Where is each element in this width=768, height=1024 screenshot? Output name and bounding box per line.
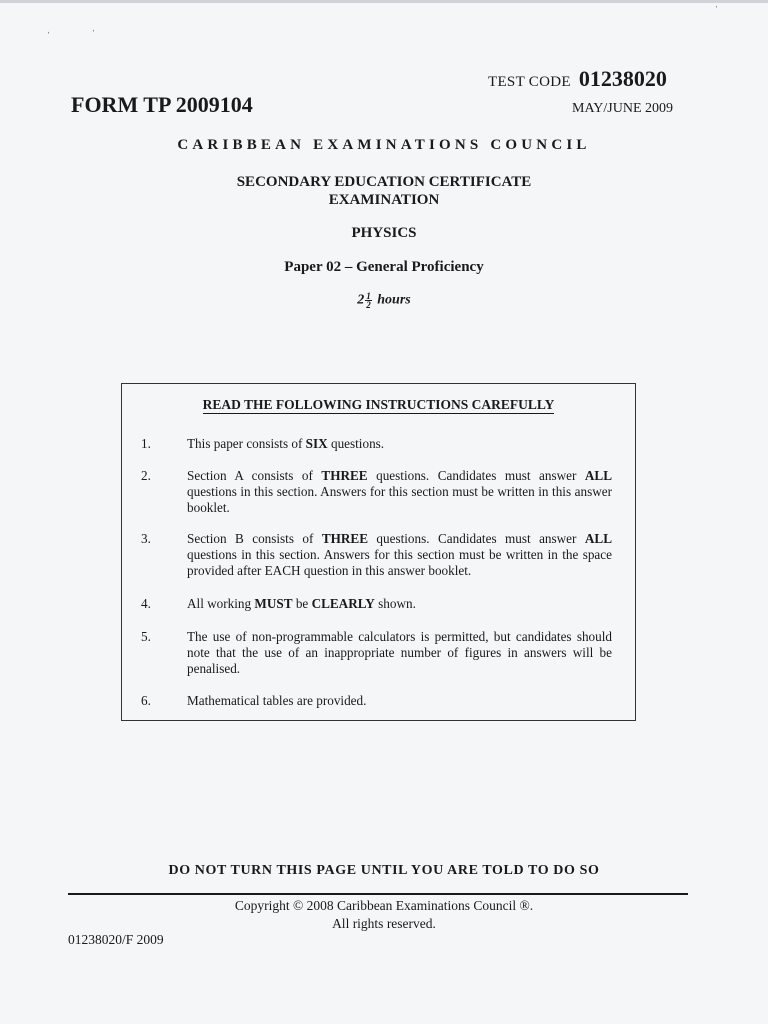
test-code <box>488 66 667 92</box>
form-number: FORM TP 2009104 <box>71 92 253 117</box>
instruction-number: 2. <box>141 468 151 483</box>
instruction-number: 3. <box>141 531 151 546</box>
footer-rule <box>68 893 688 895</box>
test-code-value: 01238020 <box>578 66 667 91</box>
rights-line: All rights reserved. <box>332 916 436 931</box>
instruction-text: All working MUST be CLEARLY shown. <box>187 596 416 611</box>
duration-unit: hours <box>377 292 411 308</box>
scan-speck: ˈ <box>715 5 719 16</box>
certificate-title <box>0 173 768 209</box>
instruction-text: Section B consists of THREE questions. Candidates must answer ALL questions in this section. Answers for this section must be written in the space provided after EACH question in this answer booklet. <box>187 531 612 578</box>
certificate-line-1: SECONDARY EDUCATION CERTIFICATE <box>236 174 532 190</box>
instruction-emphasis: SIX <box>305 436 328 451</box>
instruction-text: This paper consists of SIX questions. <box>187 436 385 451</box>
instruction-number: 5. <box>141 629 151 644</box>
scan-speck: ˈ <box>92 29 96 40</box>
footer-paper-code: 01238020/F 2009 <box>68 932 164 947</box>
exam-session: MAY/JUNE 2009 <box>572 101 673 116</box>
instruction-text: Mathematical tables are provided. <box>187 693 367 708</box>
page-top-edge <box>0 0 768 3</box>
duration-whole: 2 <box>357 292 365 308</box>
instruction-emphasis: ALL <box>584 531 612 546</box>
instruction-emphasis: MUST <box>254 596 293 611</box>
copyright-line: Copyright © 2008 Caribbean Examinations Council ®. <box>234 898 534 913</box>
instruction-number: 4. <box>141 596 151 611</box>
instruction-emphasis: THREE <box>321 531 368 546</box>
duration-numerator: 1 <box>366 291 371 301</box>
duration <box>0 292 768 309</box>
instruction-emphasis: THREE <box>321 468 368 483</box>
council-name: CARIBBEAN EXAMINATIONS COUNCIL <box>177 137 591 153</box>
instruction-text: Section A consists of THREE questions. Candidates must answer ALL questions in this section. Answers for this section must be written in this answer booklet. <box>187 468 612 515</box>
certificate-line-2: EXAMINATION <box>328 192 440 208</box>
test-code-label: TEST CODE <box>488 74 571 90</box>
instruction-emphasis: ALL <box>584 468 612 483</box>
copyright <box>0 897 768 933</box>
do-not-turn-warning: DO NOT TURN THIS PAGE UNTIL YOU ARE TOLD TO DO SO <box>168 863 600 878</box>
subject-title: PHYSICS <box>351 225 417 241</box>
scan-speck: ˈ <box>47 31 51 42</box>
instruction-text: The use of non-programmable calculators is permitted, but candidates should note that the use of an inappropriate number of figures in answers will be penalised. <box>187 629 612 676</box>
instructions-box <box>121 383 636 721</box>
instructions-heading-text: READ THE FOLLOWING INSTRUCTIONS CAREFULLY <box>202 397 555 412</box>
paper-title: Paper 02 – General Proficiency <box>284 259 484 275</box>
duration-fraction <box>365 292 372 309</box>
instructions-heading <box>122 397 635 413</box>
instruction-emphasis: CLEARLY <box>311 596 375 611</box>
duration-denominator: 2 <box>366 300 371 310</box>
instruction-number: 6. <box>141 693 151 708</box>
instruction-number: 1. <box>141 436 151 451</box>
